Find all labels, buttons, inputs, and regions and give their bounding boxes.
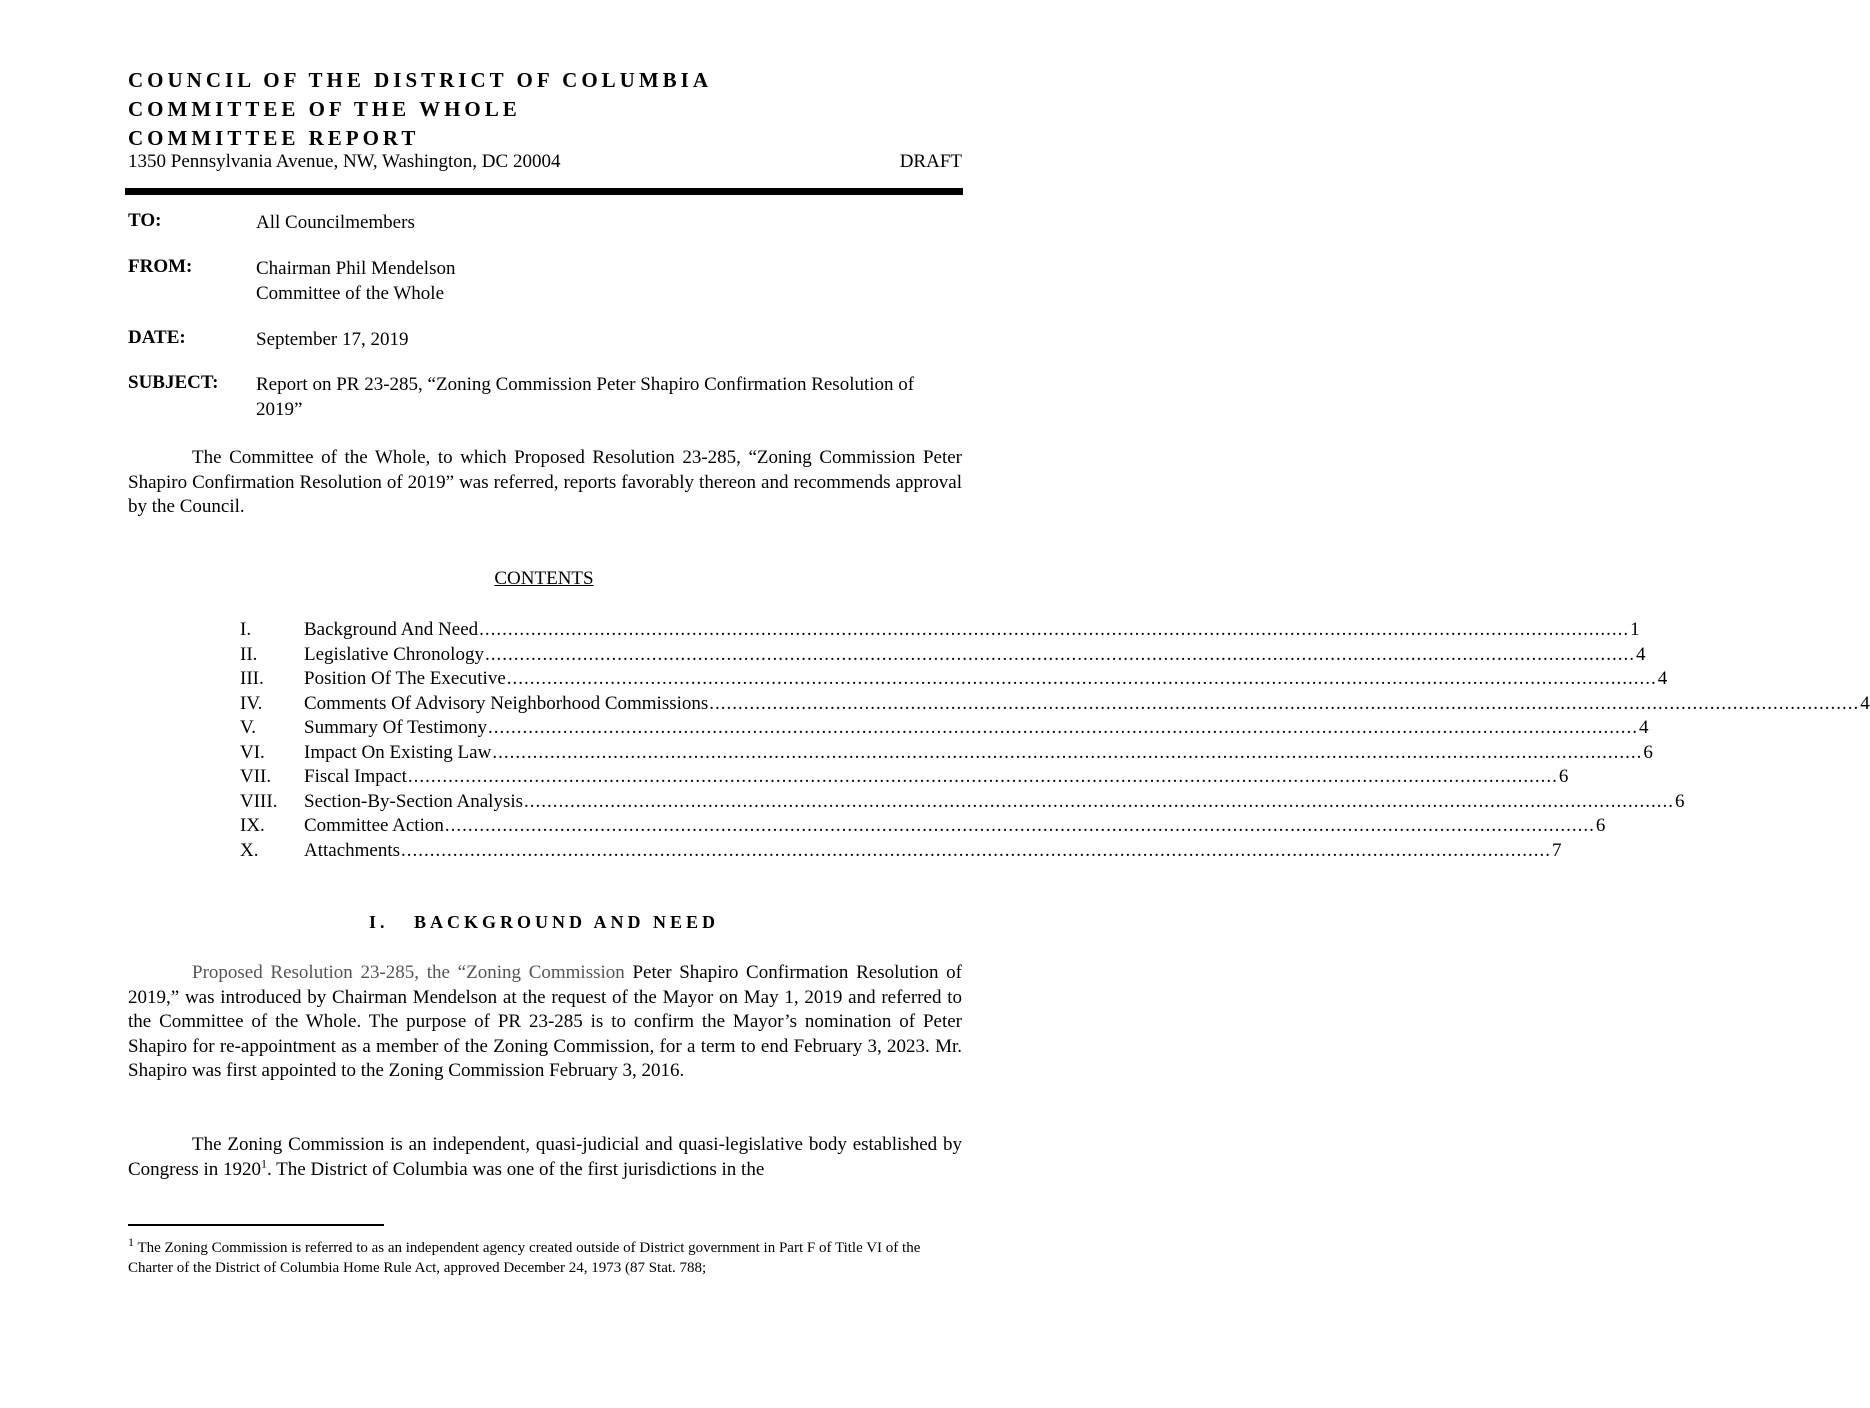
footnote-text: The Zoning Commission is referred to as an independent agency created outside of District government in Part F of Title VI of the Charter of the District of Columbia Home Rule Act, approved December 24, 1973 (87 Stat. 788;: [128, 1240, 921, 1276]
toc-item-page: 6: [1558, 766, 1569, 787]
toc-item[interactable]: [240, 815, 1606, 840]
toc-item[interactable]: [240, 643, 1646, 669]
paragraph-1-lead: Proposed Resolution 23-285, the “Zoning Commission: [192, 962, 625, 983]
toc-leader-dots: ........................................................................................................................................................................................................: [444, 815, 1595, 836]
toc-item-title: Legislative Chronology: [304, 643, 484, 665]
date-value: September 17, 2019: [256, 329, 409, 350]
toc-leader-dots: ........................................................................................................................................................................................................: [484, 643, 1635, 665]
table-of-contents: [240, 619, 1870, 864]
to-value: All Councilmembers: [256, 212, 415, 233]
toc-item-number: VI.: [240, 741, 265, 763]
toc-leader-dots: ........................................................................................................................................................................................................: [492, 741, 1643, 763]
toc-leader-dots: ........................................................................................................................................................................................................: [488, 717, 1639, 738]
toc-item-title: Summary Of Testimony: [304, 717, 488, 738]
footnote-divider: [128, 1224, 384, 1226]
toc-item-page: 6: [1675, 790, 1685, 812]
paragraph-1-body: Peter Shapiro Confirmation Resolution of 2019,” was introduced by Chairman Mendelson at the request of the Mayor on May 1, 2019 and referred to the Committee of the Whole. The purpose of PR 23-285 is to confirm the Mayor’s nomination of Peter Shapiro for re-appointment as a member of the Zoning Commission, for a term to end February 3, 2023. Mr. Shapiro was first appointed to the Zoning Commission February 3, 2016.: [128, 962, 962, 1081]
to-label: TO:: [128, 210, 162, 231]
toc-item-title: Background And Need: [304, 619, 479, 640]
toc-leader-dots: ........................................................................................................................................................................................................: [401, 839, 1552, 861]
toc-item[interactable]: [240, 790, 1685, 816]
toc-item-page: 7: [1552, 839, 1562, 861]
toc-item-number: X.: [240, 839, 259, 861]
toc-item-page: 6: [1595, 815, 1606, 836]
council-name: COUNCIL OF THE DISTRICT OF COLUMBIA: [128, 68, 712, 92]
toc-leader-dots: ........................................................................................................................................................................................................: [524, 790, 1675, 812]
from-label: FROM:: [128, 256, 193, 277]
toc-item[interactable]: [240, 741, 1653, 767]
toc-leader-dots: ........................................................................................................................................................................................................: [506, 668, 1657, 689]
header-rule: [125, 188, 963, 195]
toc-item-number: I.: [240, 619, 252, 640]
toc-leader-dots: ........................................................................................................................................................................................................: [479, 619, 1630, 640]
toc-item-title: Position Of The Executive: [304, 668, 506, 689]
toc-item[interactable]: [240, 692, 1870, 718]
toc-item[interactable]: [240, 766, 1569, 791]
toc-item-number: IX.: [240, 815, 265, 836]
toc-item-number: V.: [240, 717, 257, 738]
toc-leader-dots: ........................................................................................................................................................................................................: [709, 692, 1860, 714]
intro-paragraph: The Committee of the Whole, to which Proposed Resolution 23-285, “Zoning Commission Peter Shapiro Confirmation Resolution of 2019” was referred, reports favorably thereon and recommends approval by the Council.: [128, 447, 962, 517]
report-type: COMMITTEE REPORT: [128, 126, 420, 150]
background-paragraph-1: [128, 961, 962, 1084]
date-label: DATE:: [128, 327, 186, 348]
paragraph-2-tail: . The District of Columbia was one of the first jurisdictions in the: [267, 1158, 765, 1180]
from-value-name: Chairman Phil Mendelson: [256, 258, 456, 279]
draft-label: DRAFT: [899, 151, 962, 172]
toc-item-title: Attachments: [304, 839, 401, 861]
toc-item-page: 4: [1639, 717, 1649, 738]
toc-item-page: 4: [1635, 643, 1646, 665]
toc-item-title: Committee Action: [304, 815, 444, 836]
toc-item-number: IV.: [240, 692, 263, 714]
background-paragraph-2: [128, 1133, 962, 1182]
footnote-reference[interactable]: 1: [261, 1156, 267, 1171]
subject-value: Report on PR 23-285, “Zoning Commission Peter Shapiro Confirmation Resolution of 2019”: [256, 374, 915, 420]
paragraph-2-body: The Zoning Commission is an independent, quasi-judicial and quasi-legislative body established by Congress in 1920: [128, 1134, 962, 1180]
council-address: 1350 Pennsylvania Avenue, NW, Washington, DC 20004: [128, 151, 561, 172]
toc-item-title: Impact On Existing Law: [304, 741, 492, 763]
toc-item-number: II.: [240, 643, 258, 665]
toc-item-page: 6: [1643, 741, 1653, 763]
toc-item-number: III.: [240, 668, 264, 689]
toc-leader-dots: ........................................................................................................................................................................................................: [407, 766, 1558, 787]
from-value-committee: Committee of the Whole: [256, 283, 445, 304]
subject-label: SUBJECT:: [128, 372, 219, 393]
toc-item-number: VII.: [240, 766, 272, 787]
toc-item[interactable]: [240, 839, 1562, 865]
section-heading: I. BACKGROUND AND NEED: [368, 912, 720, 932]
toc-item-title: Section-By-Section Analysis: [304, 790, 524, 812]
footnote: [128, 1235, 962, 1278]
contents-title: CONTENTS: [494, 568, 594, 589]
toc-item-page: 4: [1657, 668, 1668, 689]
toc-item-number: VIII.: [240, 790, 278, 812]
toc-item-title: Fiscal Impact: [304, 766, 407, 787]
toc-item-title: Comments Of Advisory Neighborhood Commissions: [304, 692, 709, 714]
toc-item[interactable]: [240, 717, 1649, 742]
toc-item-page: 4: [1860, 692, 1870, 714]
footnote-marker: 1: [128, 1235, 134, 1249]
toc-item-page: 1: [1630, 619, 1640, 640]
toc-item[interactable]: [240, 668, 1668, 693]
committee-name: COMMITTEE OF THE WHOLE: [128, 97, 521, 121]
toc-item[interactable]: [240, 619, 1640, 644]
